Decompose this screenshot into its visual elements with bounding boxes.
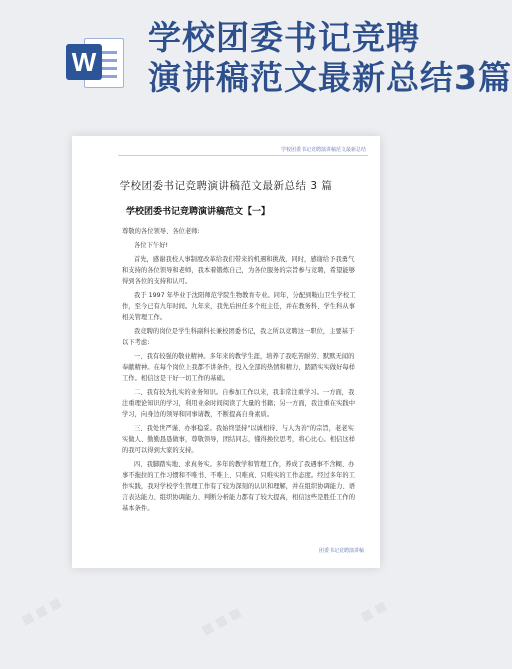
header-note: 学校团委书记竞聘演讲稿范文最新总结 <box>280 147 366 153</box>
header-divider <box>118 155 368 156</box>
document-title: 学校团委书记竞聘演讲稿范文最新总结 3 篇 <box>119 180 333 192</box>
paragraph: 二、我有较为扎实的业务知识。自参加工作以来，我非常注重学习。一方面，我注重理论知识的学习，利用业余时间阅读了大量的书籍；另一方面，我注重在实践中学习，向身边的领导和同事请教，不断提高自身素质。 <box>122 389 355 418</box>
paragraph: 我竞聘的岗位是学生科副科长兼校团委书记，我之所以竞聘这一职位，主要基于以下考虑: <box>122 328 355 346</box>
paragraph: 四、我脚踏实地、求真务实。多年的教学和管理工作，养成了我遇事不含糊、办事不拖拉的工作习惯和不唯书、不唯上、只唯真、只唯实的工作态度。经过多年的工作实践，我对学校学生管理工作有了较为深刻的认识和理解，并在组织协调能力、语言表达能力、组织协调能力、判断分析能力都有了较大提高，相信这些是胜任工作的基本条件。 <box>122 461 355 512</box>
paragraph: 一、我有较强的敬业精神。多年来的教学生涯，培养了我吃苦耐劳、默默无闻的奉献精神。在每个岗位上我都不讲条件，投入全部的热情和精力，踏踏实实做好每样工作。相信这是干好一切工作的基础。 <box>122 353 355 382</box>
document-body <box>122 226 358 517</box>
word-badge: W <box>66 44 102 80</box>
paragraph: 我于 1997 年毕业于沈阳师范学院生物教育专业。同年，分配到鞍山卫生学校工作，至今已有九年时间。九年来，我先后担任多个班主任，并在教务科、学生科从事相关管理工作。 <box>122 292 356 321</box>
banner-title-line2: 演讲稿范文最新总结3篇 <box>148 58 512 97</box>
banner-title <box>148 18 512 98</box>
paragraph: 尊敬的各位领导、各位老师: <box>122 228 200 235</box>
background-watermark-area: ▦ ▦ ▦ ▦ ▦ ▦ ▦ ▦ <box>19 594 389 638</box>
document-page <box>72 136 380 568</box>
paragraph: 首先，感谢我校人事制度改革给我们带来的机遇和挑战，同时，感谢给予我勇气和支持的各位领导和老师，我本着锻炼自己，为各位服务的宗旨参与竞聘，希望能够得到各位的支持和认可。 <box>122 256 355 285</box>
banner <box>0 0 512 110</box>
footer-note: 团委书记竞聘演讲稿 <box>318 548 364 554</box>
banner-title-line1: 学校团委书记竞聘 <box>148 18 420 57</box>
paragraph: 三、我处世严谨、办事稳妥。我始终坚持"以诚相待、与人为善"的宗旨，老老实实做人、勤勤恳恳做事，尊敬领导，团结同志，懂得换位思考，将心比心。相信这样的我可以得到大家的支持。 <box>122 425 355 454</box>
section-title: 学校团委书记竞聘演讲稿范文【一】 <box>126 207 271 217</box>
word-document-icon <box>66 36 124 88</box>
paragraph: 各位下午好! <box>134 242 169 249</box>
